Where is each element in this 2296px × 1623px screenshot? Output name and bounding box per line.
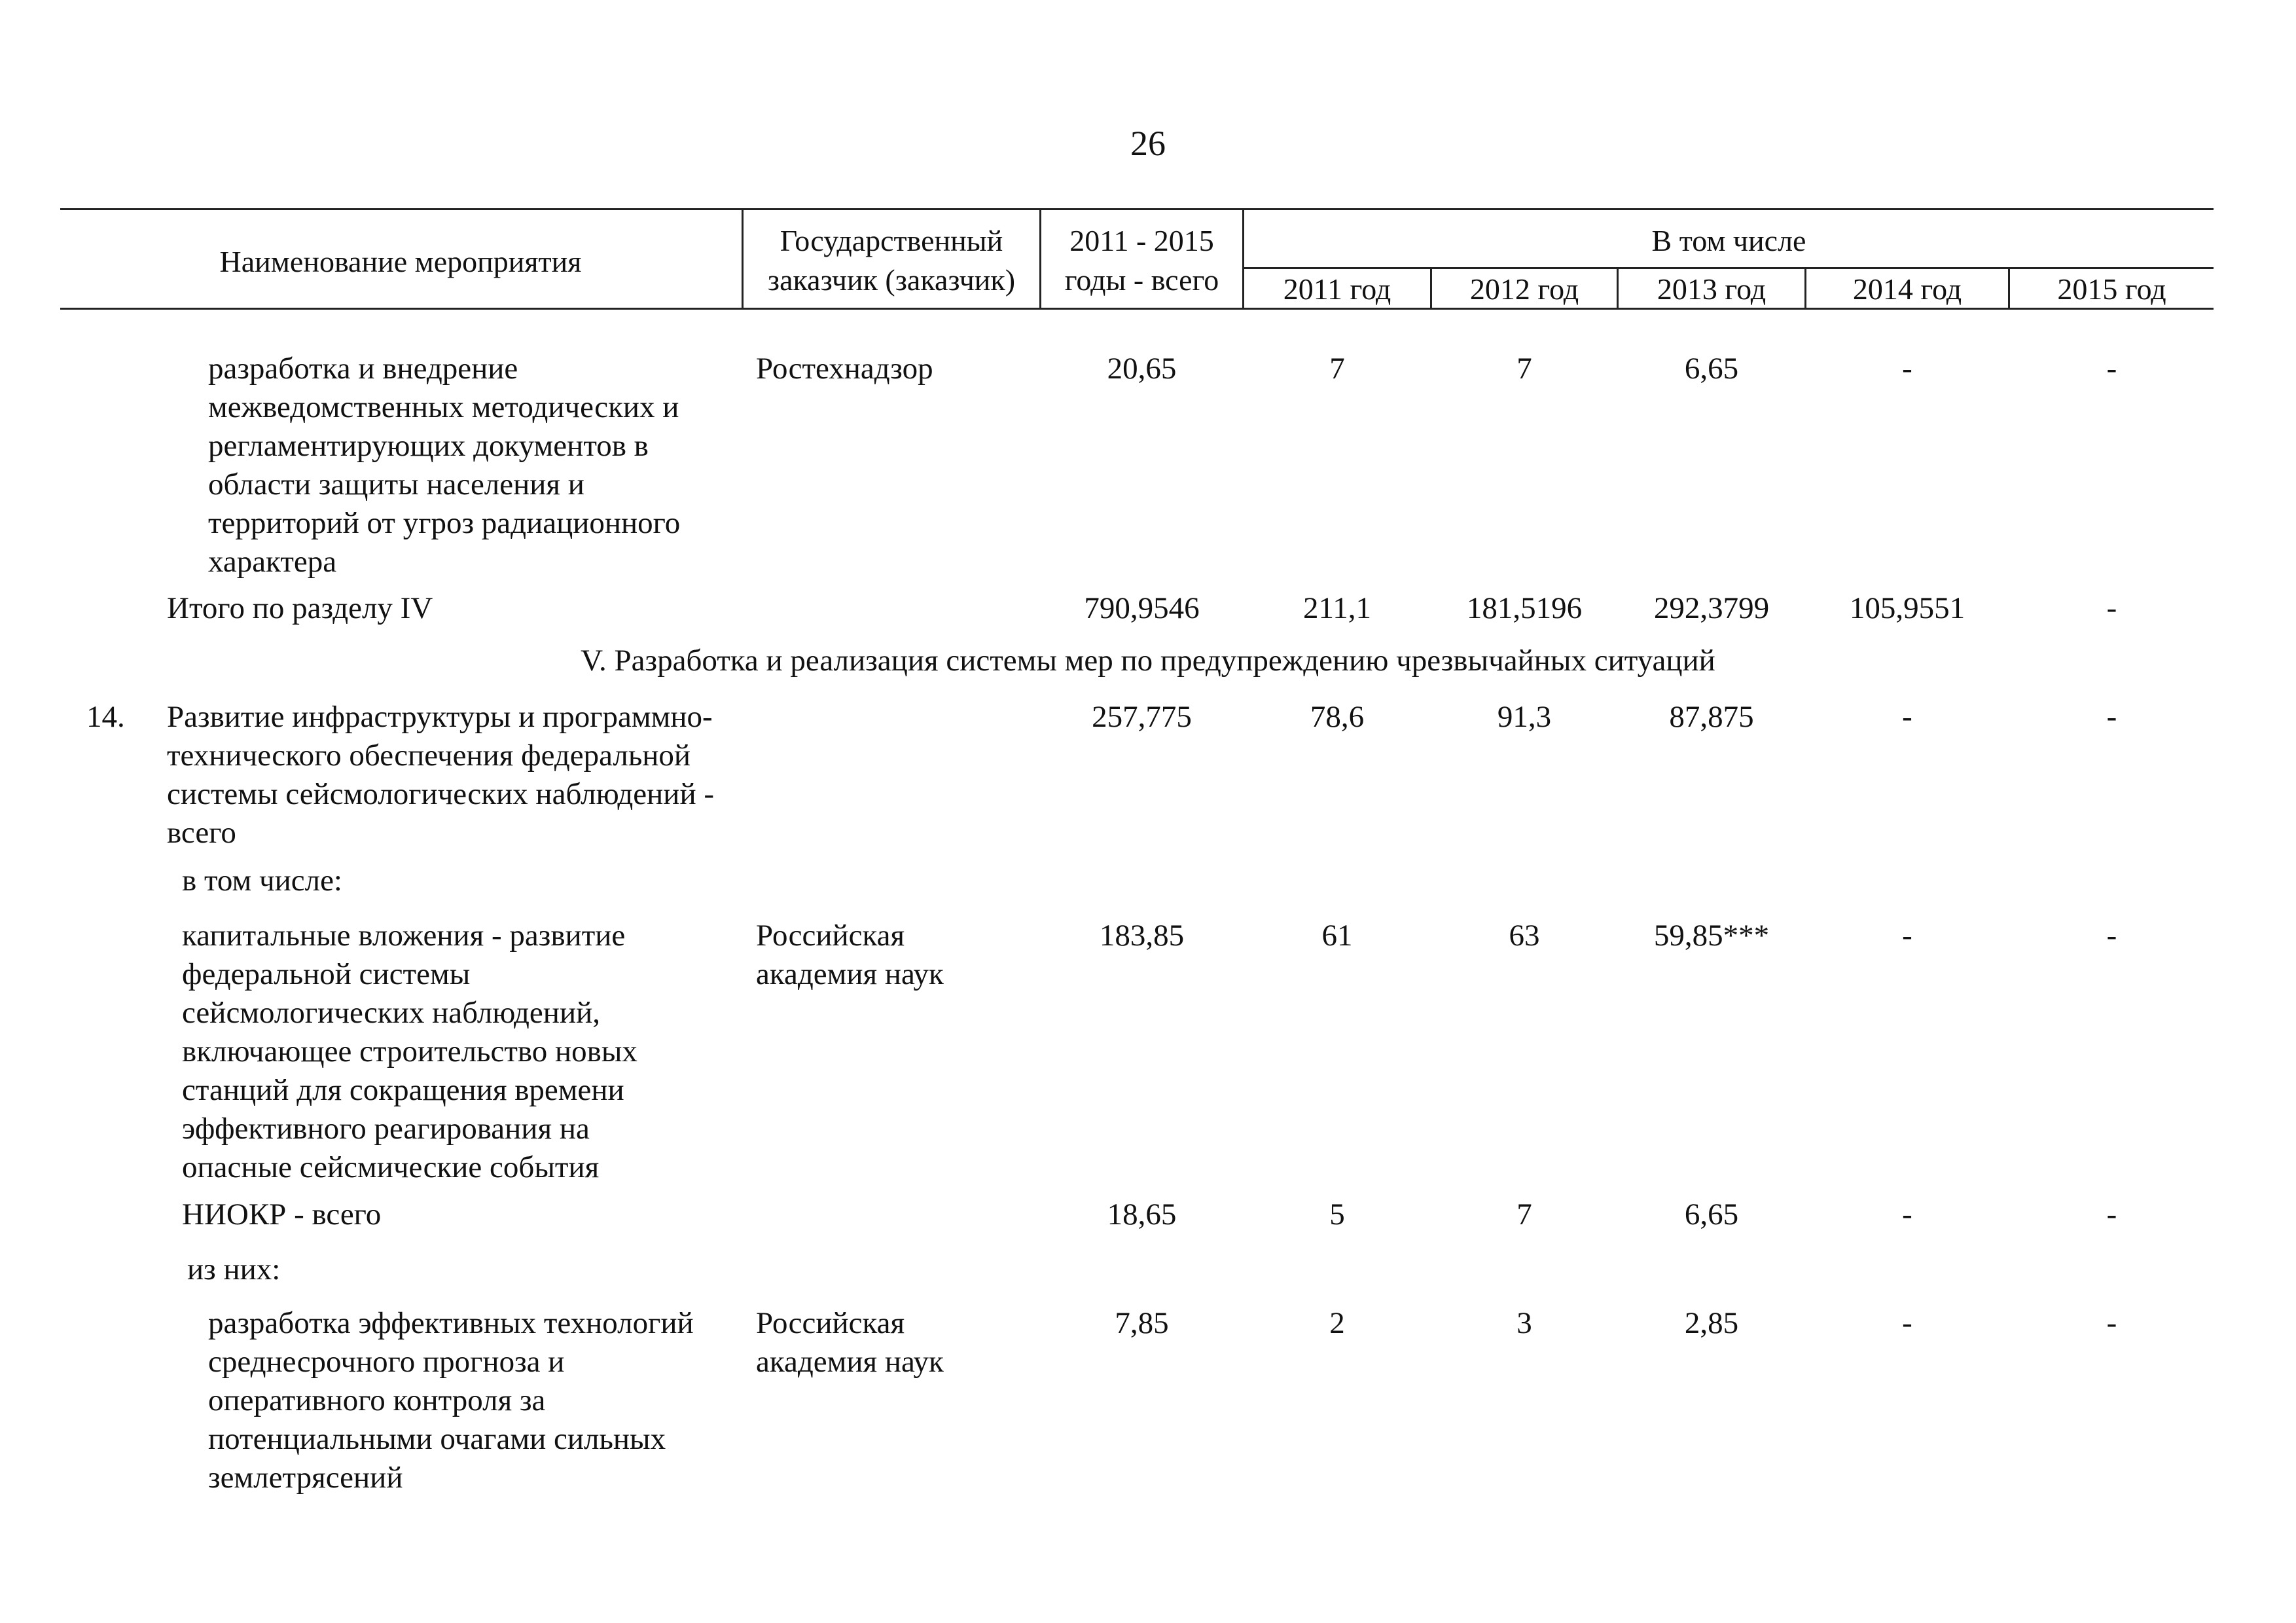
header-year-2011: 2011 год (1283, 272, 1391, 306)
header-top-rule (60, 208, 2214, 210)
row-2-2015: - (2106, 700, 2117, 734)
row-4-customer: Российская академия наук (756, 919, 944, 991)
row-1-2011: 211,1 (1302, 591, 1371, 625)
row-1-2013: 292,3799 (1653, 591, 1770, 625)
row-0-2012: 7 (1516, 352, 1532, 386)
row-4-2011: 61 (1321, 919, 1353, 953)
row-1-2012: 181,5196 (1466, 591, 1583, 625)
row-7-2011: 2 (1329, 1306, 1345, 1340)
row-5-2014: - (1902, 1197, 1912, 1231)
row-1-total: 790,9546 (1084, 591, 1200, 625)
row-1-name: Итого по разделу IV (167, 591, 433, 625)
row-7-2013: 2,85 (1684, 1306, 1739, 1340)
row-2-2013: 87,875 (1669, 700, 1754, 734)
row-4-2014: - (1902, 919, 1912, 953)
row-7-2015: - (2106, 1306, 2117, 1340)
row-7-name: разработка эффективных технологий среднесрочного прогноза и оперативного контроля за потенциальными очагами сильных землетрясений (208, 1306, 694, 1495)
row-0-2011: 7 (1329, 352, 1345, 386)
row-0-2014: - (1902, 352, 1912, 386)
header-year-2015: 2015 год (2057, 272, 2166, 306)
row-0-customer: Ростехнадзор (756, 352, 933, 386)
row-0-2013: 6,65 (1684, 352, 1739, 386)
row-4-2012: 63 (1509, 919, 1540, 953)
header-bottom-rule (60, 308, 2214, 310)
row-5-name: НИОКР - всего (182, 1197, 382, 1231)
row-2-name: Развитие инфраструктуры и программно-технического обеспечения федеральной системы сейсмологических наблюдений - всего (167, 700, 714, 850)
row-2-2014: - (1902, 700, 1912, 734)
row-7-total: 7,85 (1115, 1306, 1169, 1340)
header-customer-line1: Государственный (780, 224, 1003, 257)
header-year-2013: 2013 год (1657, 272, 1767, 306)
row-2-2012: 91,3 (1497, 700, 1552, 734)
row-2-number: 14. (86, 700, 125, 734)
row-0-total: 20,65 (1107, 352, 1177, 386)
row-0-2015: - (2106, 352, 2117, 386)
section-v-title: V. Разработка и реализация системы мер по предупреждению чрезвычайных ситуаций (581, 644, 1715, 678)
header-total-line2: годы - всего (1064, 263, 1219, 297)
row-2-2011: 78,6 (1310, 700, 1365, 734)
row-3-name: в том числе: (182, 864, 342, 898)
row-5-2012: 7 (1516, 1197, 1532, 1231)
row-7-customer: Российская академия наук (756, 1306, 944, 1379)
years-divider-rule (1242, 267, 2214, 269)
row-5-2013: 6,65 (1684, 1197, 1739, 1231)
row-4-2015: - (2106, 919, 2117, 953)
page-number: 26 (1130, 124, 1166, 163)
header-year-2014: 2014 год (1852, 272, 1962, 306)
row-6-name: из них: (187, 1252, 281, 1286)
row-5-total: 18,65 (1107, 1197, 1177, 1231)
row-7-2012: 3 (1516, 1306, 1532, 1340)
row-7-2014: - (1902, 1306, 1912, 1340)
row-5-2011: 5 (1329, 1197, 1345, 1231)
row-1-2014: 105,9551 (1849, 591, 1965, 625)
header-customer-line2: заказчик (заказчик) (767, 263, 1016, 297)
row-1-2015: - (2106, 591, 2117, 625)
row-4-2013: 59,85*** (1653, 919, 1770, 953)
header-total-line1: 2011 - 2015 (1069, 224, 1214, 257)
row-2-total: 257,775 (1092, 700, 1192, 734)
header-year-2012: 2012 год (1469, 272, 1579, 306)
row-0-name: разработка и внедрение межведомственных методических и регламентирующих документов в области защиты населения и территорий от угроз радиационного характера (208, 352, 681, 579)
row-4-total: 183,85 (1099, 919, 1185, 953)
header-including: В том числе (1651, 224, 1806, 257)
header-name: Наименование мероприятия (219, 245, 582, 278)
row-4-name: капитальные вложения - развитие федеральной системы сейсмологических наблюдений, включающее строительство новых станций для сокращения времени эффективного реагирования на опасные сейсмические события (182, 919, 637, 1184)
row-5-2015: - (2106, 1197, 2117, 1231)
